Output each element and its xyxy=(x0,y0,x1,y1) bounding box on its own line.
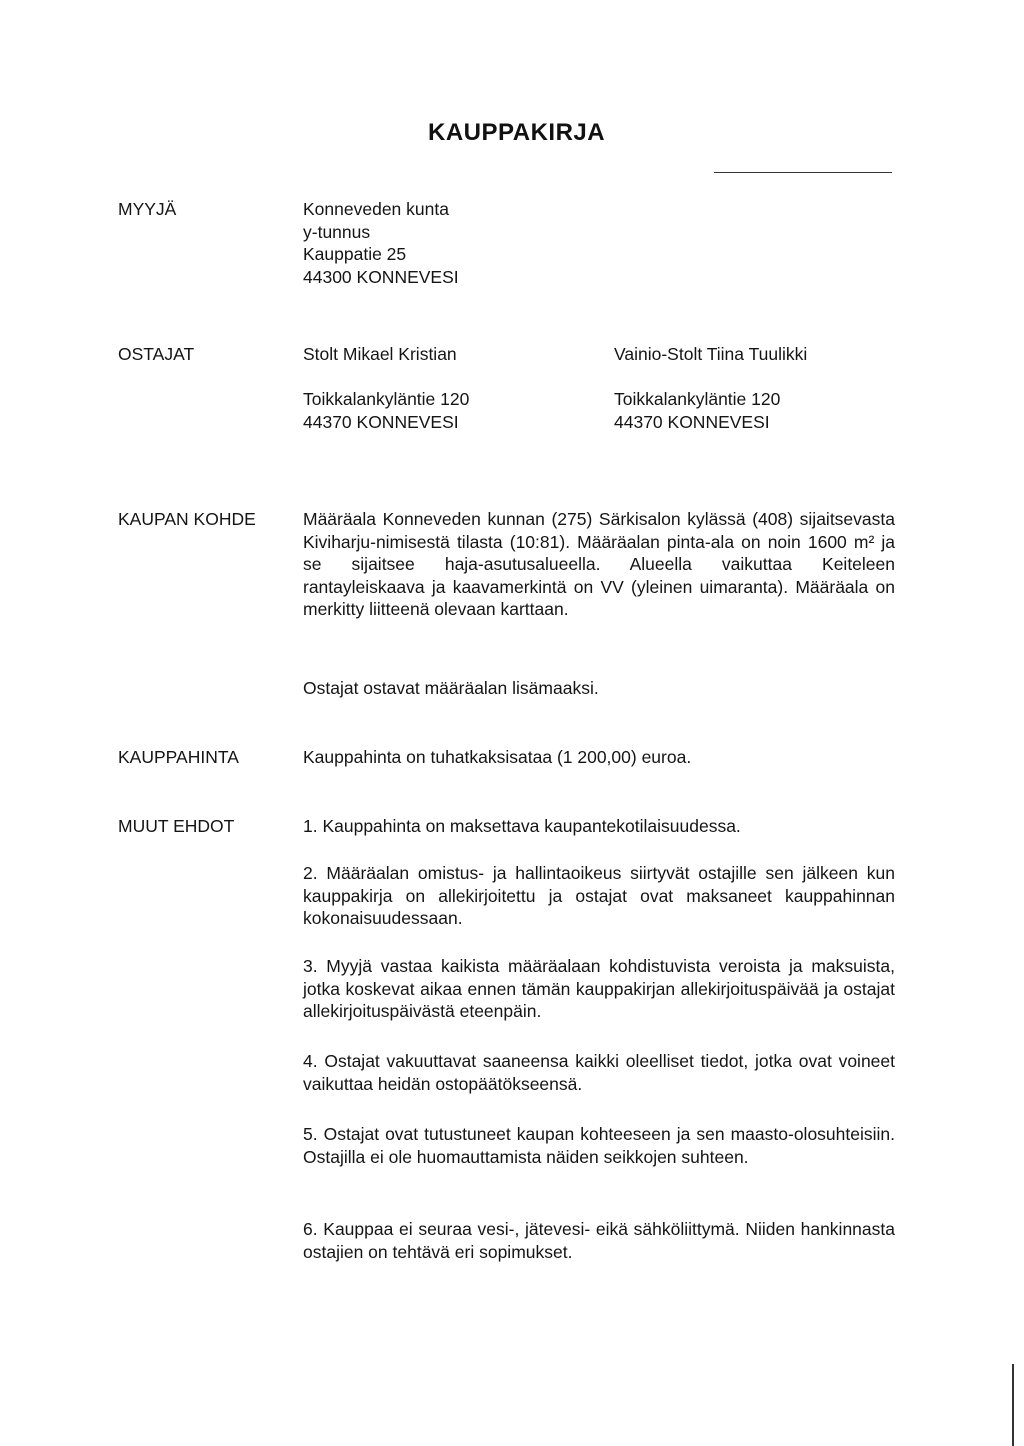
seller-details xyxy=(303,198,459,288)
subject-note: Ostajat ostavat määräalan lisämaaksi. xyxy=(303,678,599,698)
seller-line: Konneveden kunta xyxy=(303,199,449,219)
subject-label: KAUPAN KOHDE xyxy=(118,509,256,529)
term-item: 3. Myyjä vastaa kaikista määräalaan kohdistuvista veroista ja maksuista, jotka koskevat aikaa ennen tämän kauppakirjan allekirjoituspäivää ja ostajat allekirjoituspäivästä eteenpäin. xyxy=(303,956,895,1021)
term-item: 2. Määräalan omistus- ja hallintaoikeus siirtyvät ostajille sen jälkeen kun kauppakirja on allekirjoitettu ja ostajat ovat maksaneet kauppahinnan kokonaisuudessaan. xyxy=(303,863,895,928)
buyer1-name: Stolt Mikael Kristian xyxy=(303,344,457,364)
buyer1-address xyxy=(303,388,469,433)
document-title: KAUPPAKIRJA xyxy=(428,119,606,146)
buyer2-address xyxy=(614,388,780,433)
subject-paragraph: Määräala Konneveden kunnan (275) Särkisalon kylässä (408) sijaitsevasta Kiviharju-nimisestä tilasta (10:81). Määräalan pinta-ala on noin 1600 m² ja se sijaitsee haja-asutusalueella. Alueella vaikuttaa Keiteleen rantayleiskaava ja kaavamerkintä on VV (yleinen uimaranta). Määräala on merkitty liitteenä olevaan karttaan. xyxy=(303,509,895,619)
term-item: 5. Ostajat ovat tutustuneet kaupan kohteeseen ja sen maasto-olosuhteisiin. Ostajilla ei ole huomauttamista näiden seikkojen suhteen. xyxy=(303,1124,895,1167)
seller-label: MYYJÄ xyxy=(118,199,177,219)
term-item: 4. Ostajat vakuuttavat saaneensa kaikki oleelliset tiedot, jotka ovat voineet vaikuttaa heidän ostopäätökseensä. xyxy=(303,1051,895,1094)
term-item: 6. Kauppaa ei seuraa vesi-, jätevesi- eikä sähköliittymä. Niiden hankinnasta ostajien on tehtävä eri sopimukset. xyxy=(303,1219,895,1262)
seller-line: Kauppatie 25 xyxy=(303,244,407,264)
header-rule xyxy=(714,172,892,173)
buyer2-name: Vainio-Stolt Tiina Tuulikki xyxy=(614,344,808,364)
buyer2-postal: 44370 KONNEVESI xyxy=(614,411,770,432)
price-text: Kauppahinta on tuhatkaksisataa (1 200,00) euroa. xyxy=(303,747,692,767)
terms-label: MUUT EHDOT xyxy=(118,816,235,836)
buyer2-street: Toikkalankyläntie 120 xyxy=(614,389,781,409)
buyer1-postal: 44370 KONNEVESI xyxy=(303,411,459,432)
scan-edge-line xyxy=(1012,1364,1014,1446)
buyers-label: OSTAJAT xyxy=(118,344,195,364)
seller-line: y-tunnus xyxy=(303,221,371,242)
price-label: KAUPPAHINTA xyxy=(118,747,239,767)
term-item: 1. Kauppahinta on maksettava kaupantekotilaisuudessa. xyxy=(303,816,741,836)
buyer1-street: Toikkalankyläntie 120 xyxy=(303,389,470,409)
seller-line: 44300 KONNEVESI xyxy=(303,266,459,287)
